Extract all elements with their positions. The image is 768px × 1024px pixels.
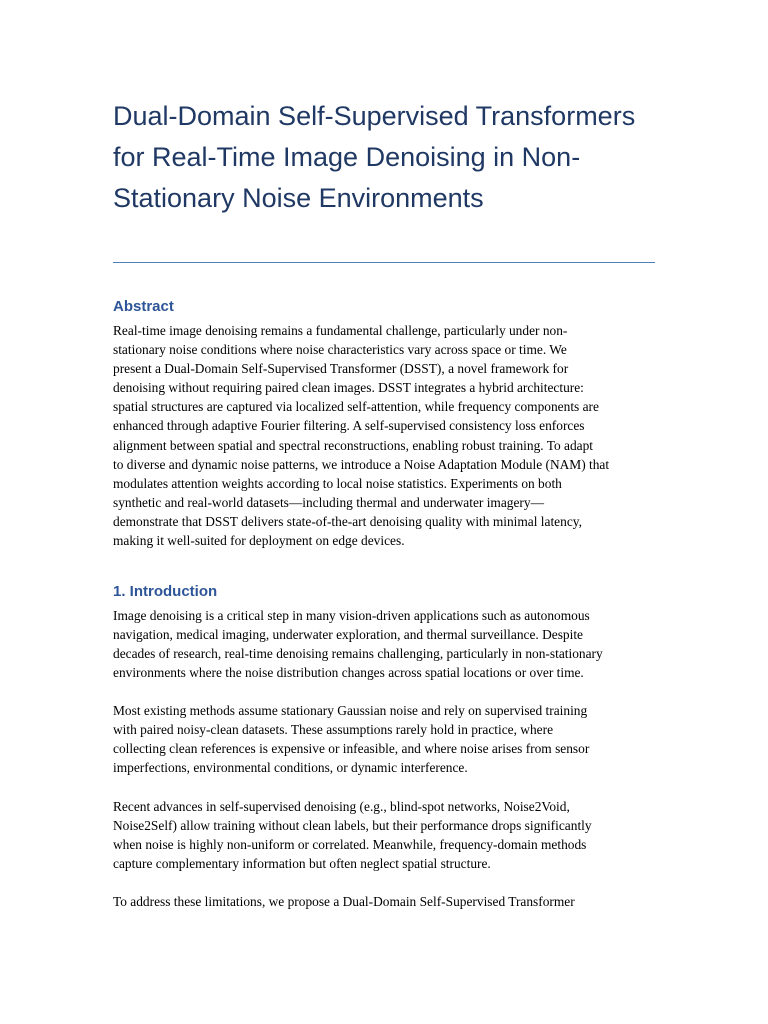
paper-title: Dual-Domain Self-Supervised Transformers for Real-Time Image Denoising in Non-Stationary Noise Environments	[113, 101, 636, 213]
introduction-paragraph-1: Image denoising is a critical step in many vision-driven applications such as autonomous navigation, medical imaging, underwater exploration, and thermal surveillance. Despite decades of research, real-time denoising remains challenging, particularly in non-stationary environments where the noise distribution changes across spatial locations or over time.	[113, 608, 603, 681]
introduction-paragraph-3: Recent advances in self-supervised denoising (e.g., blind-spot networks, Noise2Void, Noise2Self) allow training without clean labels, but their performance drops significantly when noise is highly non-uniform or correlated. Meanwhile, frequency-domain methods capture complementary information but often neglect spatial structure.	[113, 799, 592, 872]
introduction-paragraph-2: Most existing methods assume stationary Gaussian noise and rely on supervised training with paired noisy-clean datasets. These assumptions rarely hold in practice, where collecting clean references is expensive or infeasible, and where noise arises from sensor imperfections, environmental conditions, or dynamic interference.	[113, 703, 590, 776]
introduction-paragraph-4: To address these limitations, we propose a Dual-Domain Self-Supervised Transformer	[113, 894, 575, 909]
abstract-paragraph: Real-time image denoising remains a fundamental challenge, particularly under non- stationary noise conditions where noise characteristics vary across space or time. We present a Dual-Domain Self-Supervised Transformer (DSST), a novel framework for denoising without requiring paired clean images. DSST integrates a hybrid architecture: spatial structures are captured via localized self-attention, while frequency components are enhanced through adaptive Fourier filtering. A self-supervised consistency loss enforces alignment between spatial and spectral reconstructions, enabling robust training. To adapt to diverse and dynamic noise patterns, we introduce a Noise Adaptation Module (NAM) that modulates attention weights according to local noise statistics. Experiments on both synthetic and real-world datasets—including thermal and underwater imagery— demonstrate that DSST delivers state-of-the-art denoising quality with minimal latency, making it well-suited for deployment on edge devices.	[113, 323, 610, 549]
abstract-heading: Abstract	[113, 298, 174, 315]
introduction-heading: 1. Introduction	[113, 583, 218, 600]
title-divider	[113, 262, 655, 263]
